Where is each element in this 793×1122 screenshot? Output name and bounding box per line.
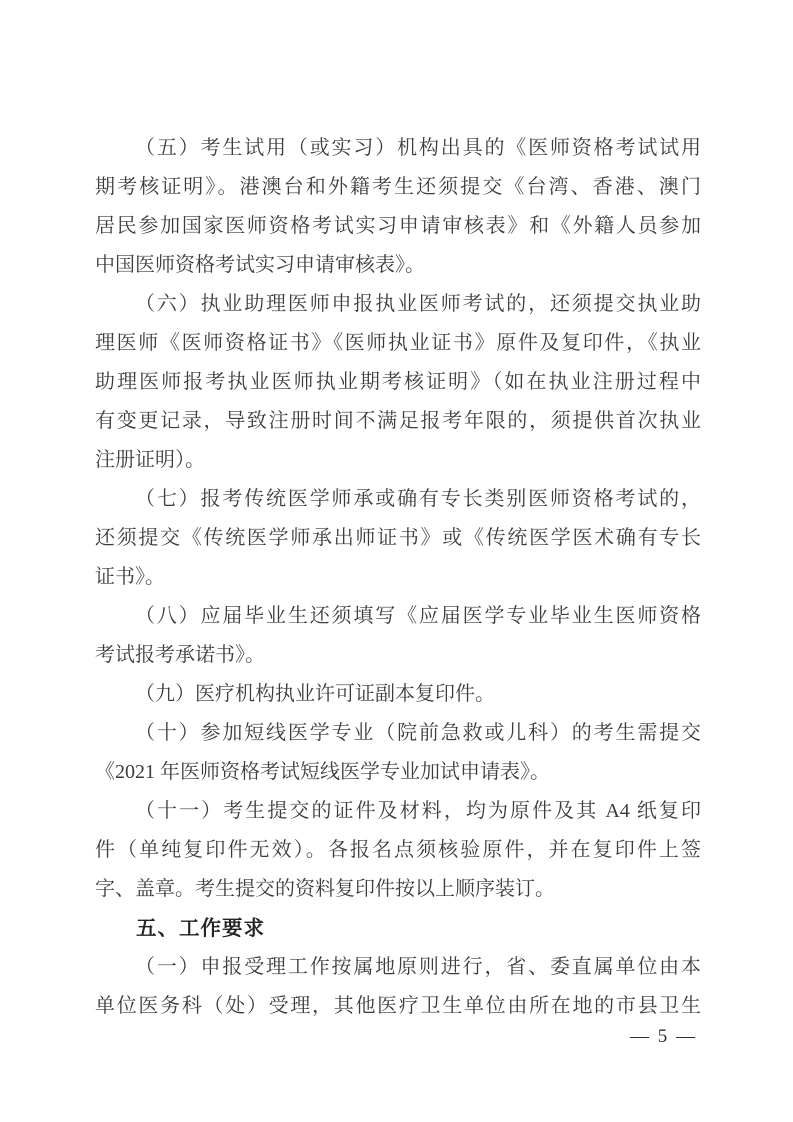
text-line: 有变更记录，导致注册时间不满足报考年限的，须提供首次执业: [95, 410, 701, 432]
paragraph: [95, 129, 701, 285]
text-line: （十）参加短线医学专业（院前急救或儿科）的考生需提交: [135, 722, 701, 744]
paragraph: [95, 597, 701, 675]
text-line: （六）执业助理医师申报执业医师考试的，还须提交执业助: [135, 293, 701, 315]
text-line: （七）报考传统医学师承或确有专长类别医师资格考试的，: [135, 488, 701, 510]
paragraph: [95, 792, 701, 909]
paragraph: [95, 948, 701, 1026]
text-line: 理医师《医师资格证书》《医师执业证书》原件及复印件，《执业: [95, 332, 701, 354]
paragraph: [95, 714, 701, 792]
paragraph: [95, 285, 701, 480]
text-line: 中国医师资格考试实习申请审核表》。: [95, 254, 425, 276]
text-line: 考试报考承诺书》。: [95, 644, 265, 666]
text-line: 注册证明）。: [95, 449, 205, 471]
document-body: [95, 129, 701, 1026]
text-line: 期考核证明》。港澳台和外籍考生还须提交《台湾、香港、澳门: [95, 176, 701, 198]
text-line: （一）申报受理工作按属地原则进行，省、委直属单位由本: [135, 956, 701, 978]
paragraph: [95, 675, 701, 714]
text-line: 居民参加国家医师资格考试实习申请审核表》和《外籍人员参加: [95, 215, 701, 237]
text-line: （五）考生试用（或实习）机构出具的《医师资格考试试用: [135, 137, 701, 159]
section-heading: 五、工作要求: [136, 917, 265, 940]
text-line: 单位医务科（处）受理，其他医疗卫生单位由所在地的市县卫生: [95, 995, 701, 1017]
text-line: 字、盖章。考生提交的资料复印件按以上顺序装订。: [95, 878, 555, 900]
text-line: 件（单纯复印件无效）。各报名点须核验原件，并在复印件上签: [95, 839, 701, 861]
text-line: （十一）考生提交的证件及材料，均为原件及其 A4 纸复印: [135, 800, 701, 822]
paragraph: [95, 480, 701, 597]
text-line: 《2021 年医师资格考试短线医学专业加试申请表》。: [95, 761, 550, 783]
text-line: （九）医疗机构执业许可证副本复印件。: [135, 683, 495, 705]
text-line: （八）应届毕业生还须填写《应届医学专业毕业生医师资格: [135, 605, 701, 627]
text-line: 证书》。: [95, 566, 165, 588]
text-line: 还须提交《传统医学师承出师证书》或《传统医学医术确有专长: [95, 527, 701, 549]
text-line: 助理医师报考执业医师执业期考核证明》（如在执业注册过程中: [95, 371, 701, 393]
page-number: — 5 —: [630, 1026, 697, 1047]
